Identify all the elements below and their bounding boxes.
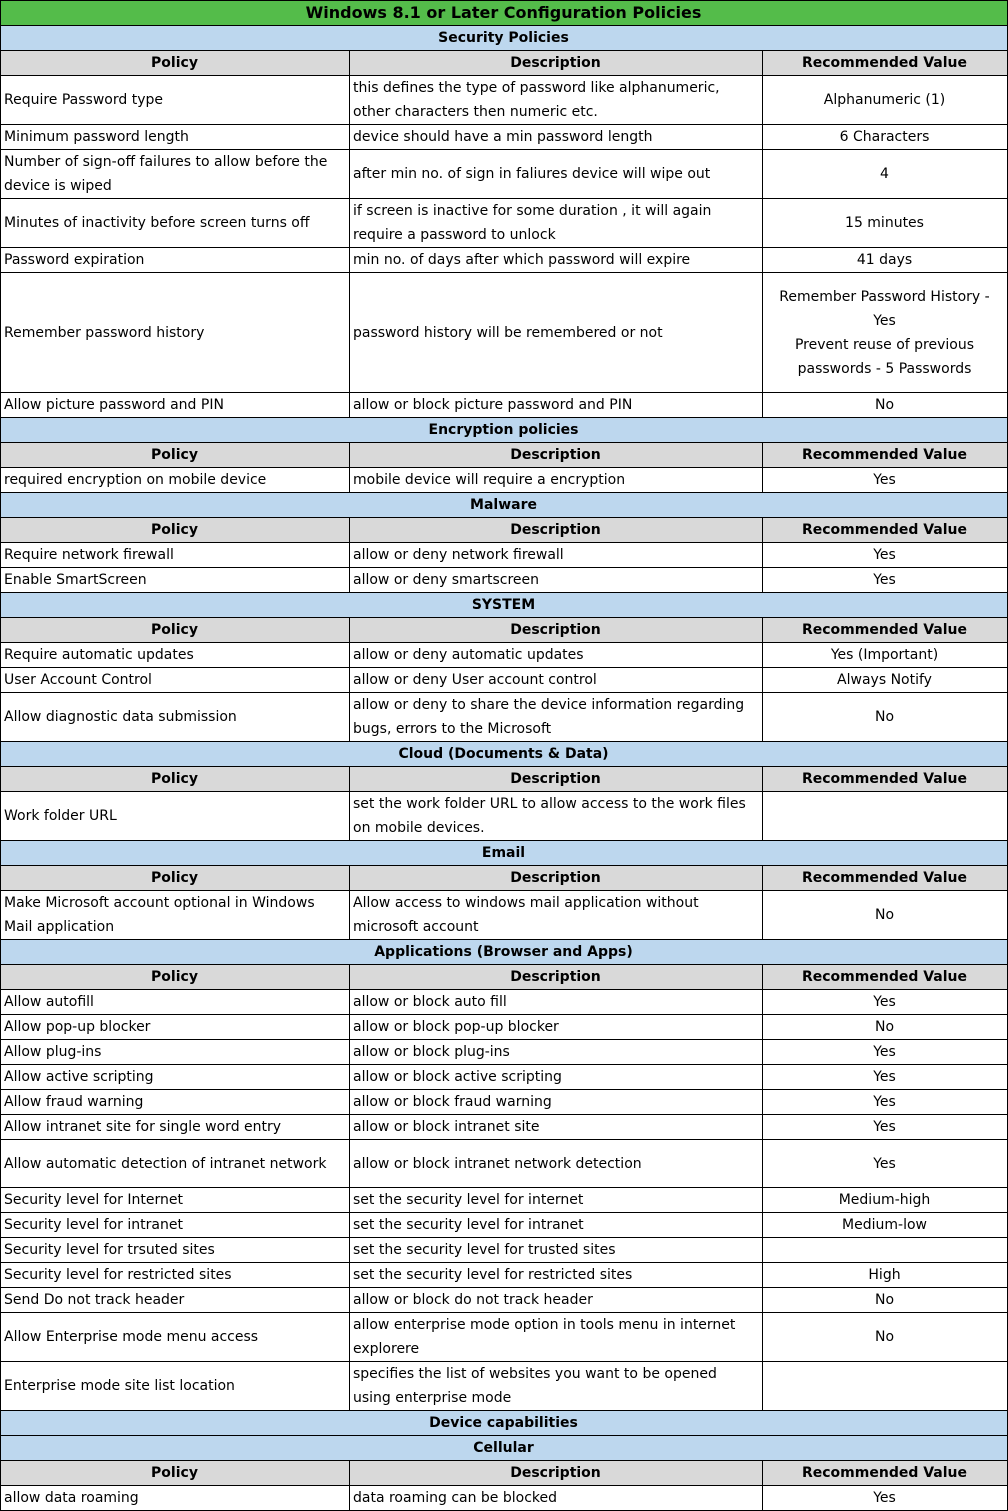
table-row	[1, 273, 1008, 393]
description-cell: set the security level for trusted sites	[350, 1238, 763, 1263]
value-cell	[763, 792, 1008, 841]
policy-cell: Require network firewall	[1, 543, 350, 568]
description-cell: allow or deny network firewall	[350, 543, 763, 568]
description-cell: set the security level for intranet	[350, 1213, 763, 1238]
table-title: Windows 8.1 or Later Configuration Policies	[1, 1, 1008, 26]
value-cell: Yes	[763, 543, 1008, 568]
value-cell: Yes	[763, 1040, 1008, 1065]
value-cell: 6 Characters	[763, 125, 1008, 150]
policy-cell: Require automatic updates	[1, 643, 350, 668]
section-title: SYSTEM	[1, 593, 1008, 618]
value-cell: Yes	[763, 568, 1008, 593]
value-cell: No	[763, 891, 1008, 940]
table-row	[1, 1065, 1008, 1090]
policy-cell: Security level for intranet	[1, 1213, 350, 1238]
recommended-value-column-header: Recommended Value	[763, 443, 1008, 468]
value-cell: Yes	[763, 1140, 1008, 1188]
table-row	[1, 1040, 1008, 1065]
value-cell: Always Notify	[763, 668, 1008, 693]
table-row	[1, 393, 1008, 418]
description-cell: allow or block do not track header	[350, 1288, 763, 1313]
section-title: Applications (Browser and Apps)	[1, 940, 1008, 965]
value-cell: Medium-low	[763, 1213, 1008, 1238]
description-cell: allow or block pop-up blocker	[350, 1015, 763, 1040]
policy-cell: Enable SmartScreen	[1, 568, 350, 593]
policy-cell: Allow automatic detection of intranet network	[1, 1140, 350, 1188]
value-cell	[763, 1362, 1008, 1411]
value-cell: Yes	[763, 1065, 1008, 1090]
policy-cell: Allow pop-up blocker	[1, 1015, 350, 1040]
description-column-header: Description	[350, 518, 763, 543]
table-row	[1, 1090, 1008, 1115]
recommended-value-column-header: Recommended Value	[763, 1461, 1008, 1486]
description-column-header: Description	[350, 1461, 763, 1486]
table-row	[1, 1213, 1008, 1238]
subsection-title: Cellular	[1, 1436, 1008, 1461]
section-title: Cloud (Documents & Data)	[1, 742, 1008, 767]
value-cell: Yes	[763, 990, 1008, 1015]
table-row	[1, 1486, 1008, 1511]
recommended-value-column-header: Recommended Value	[763, 51, 1008, 76]
table-row	[1, 668, 1008, 693]
value-cell: Yes (Important)	[763, 643, 1008, 668]
policy-cell: Send Do not track header	[1, 1288, 350, 1313]
table-row	[1, 1362, 1008, 1411]
recommended-value-column-header: Recommended Value	[763, 965, 1008, 990]
value-cell: No	[763, 1288, 1008, 1313]
section-title: Device capabilities	[1, 1411, 1008, 1436]
table-row	[1, 693, 1008, 742]
description-cell: after min no. of sign in faliures device will wipe out	[350, 150, 763, 199]
policy-cell: Remember password history	[1, 273, 350, 393]
description-column-header: Description	[350, 965, 763, 990]
value-cell	[763, 1238, 1008, 1263]
description-cell: allow or block auto fill	[350, 990, 763, 1015]
table-row	[1, 199, 1008, 248]
table-row	[1, 1263, 1008, 1288]
section-title: Encryption policies	[1, 418, 1008, 443]
policy-cell: Require Password type	[1, 76, 350, 125]
value-cell: Yes	[763, 1486, 1008, 1511]
table-row	[1, 1115, 1008, 1140]
policy-cell: Enterprise mode site list location	[1, 1362, 350, 1411]
description-cell: mobile device will require a encryption	[350, 468, 763, 493]
description-cell: allow or block active scripting	[350, 1065, 763, 1090]
policy-column-header: Policy	[1, 51, 350, 76]
policy-column-header: Policy	[1, 443, 350, 468]
description-cell: allow or block intranet site	[350, 1115, 763, 1140]
policy-cell: Security level for Internet	[1, 1188, 350, 1213]
policy-column-header: Policy	[1, 618, 350, 643]
table-row	[1, 1313, 1008, 1362]
value-cell: No	[763, 693, 1008, 742]
recommended-value-column-header: Recommended Value	[763, 866, 1008, 891]
description-cell: allow or deny smartscreen	[350, 568, 763, 593]
policy-cell: Minutes of inactivity before screen turns off	[1, 199, 350, 248]
value-cell: 41 days	[763, 248, 1008, 273]
recommended-value-column-header: Recommended Value	[763, 767, 1008, 792]
description-cell: set the security level for internet	[350, 1188, 763, 1213]
value-cell: 15 minutes	[763, 199, 1008, 248]
policy-cell: Security level for restricted sites	[1, 1263, 350, 1288]
policy-cell: Allow diagnostic data submission	[1, 693, 350, 742]
value-cell: Medium-high	[763, 1188, 1008, 1213]
table-row	[1, 1015, 1008, 1040]
policy-cell: Work folder URL	[1, 792, 350, 841]
description-cell: allow or block plug-ins	[350, 1040, 763, 1065]
value-cell: High	[763, 1263, 1008, 1288]
policy-cell: Allow fraud warning	[1, 1090, 350, 1115]
table-row	[1, 891, 1008, 940]
policy-cell: Allow plug-ins	[1, 1040, 350, 1065]
value-cell: Yes	[763, 468, 1008, 493]
recommended-value-column-header: Recommended Value	[763, 518, 1008, 543]
description-cell: allow or deny automatic updates	[350, 643, 763, 668]
description-cell: min no. of days after which password will expire	[350, 248, 763, 273]
description-cell: allow enterprise mode option in tools menu in internet explorere	[350, 1313, 763, 1362]
description-column-header: Description	[350, 767, 763, 792]
policy-cell: Allow picture password and PIN	[1, 393, 350, 418]
value-line: Prevent reuse of previous passwords - 5 Passwords	[794, 336, 975, 377]
section-title: Malware	[1, 493, 1008, 518]
table-row	[1, 1238, 1008, 1263]
policy-column-header: Policy	[1, 866, 350, 891]
description-cell: set the work folder URL to allow access to the work files on mobile devices.	[350, 792, 763, 841]
description-cell: device should have a min password length	[350, 125, 763, 150]
policy-cell: Minimum password length	[1, 125, 350, 150]
description-column-header: Description	[350, 866, 763, 891]
policy-cell: Allow active scripting	[1, 1065, 350, 1090]
policy-cell: Password expiration	[1, 248, 350, 273]
table-row	[1, 643, 1008, 668]
table-row	[1, 468, 1008, 493]
description-cell: allow or deny User account control	[350, 668, 763, 693]
policy-cell: Allow Enterprise mode menu access	[1, 1313, 350, 1362]
section-title: Security Policies	[1, 26, 1008, 51]
table-row	[1, 792, 1008, 841]
policy-cell: allow data roaming	[1, 1486, 350, 1511]
table-row	[1, 1140, 1008, 1188]
section-title: Email	[1, 841, 1008, 866]
value-cell: No	[763, 393, 1008, 418]
description-cell: if screen is inactive for some duration , it will again require a password to unlock	[350, 199, 763, 248]
policy-column-header: Policy	[1, 518, 350, 543]
table-row	[1, 990, 1008, 1015]
policy-cell: Number of sign-off failures to allow before the device is wiped	[1, 150, 350, 199]
table-row	[1, 543, 1008, 568]
policy-cell: Security level for trsuted sites	[1, 1238, 350, 1263]
value-line: Remember Password History - Yes	[779, 288, 990, 329]
table-row	[1, 125, 1008, 150]
policy-column-header: Policy	[1, 767, 350, 792]
value-cell: No	[763, 1015, 1008, 1040]
policy-cell: User Account Control	[1, 668, 350, 693]
value-cell: No	[763, 1313, 1008, 1362]
description-cell: data roaming can be blocked	[350, 1486, 763, 1511]
policy-cell: Allow intranet site for single word entry	[1, 1115, 350, 1140]
table-row	[1, 150, 1008, 199]
table-row	[1, 76, 1008, 125]
value-cell: Alphanumeric (1)	[763, 76, 1008, 125]
policy-column-header: Policy	[1, 965, 350, 990]
value-cell	[763, 273, 1008, 393]
description-cell: specifies the list of websites you want to be opened using enterprise mode	[350, 1362, 763, 1411]
recommended-value-column-header: Recommended Value	[763, 618, 1008, 643]
description-cell: set the security level for restricted sites	[350, 1263, 763, 1288]
description-cell: allow or block intranet network detection	[350, 1140, 763, 1188]
description-column-header: Description	[350, 51, 763, 76]
description-cell: allow or block picture password and PIN	[350, 393, 763, 418]
description-cell: this defines the type of password like alphanumeric, other characters then numeric etc.	[350, 76, 763, 125]
policy-column-header: Policy	[1, 1461, 350, 1486]
table-row	[1, 248, 1008, 273]
value-cell: 4	[763, 150, 1008, 199]
policy-cell: Allow autofill	[1, 990, 350, 1015]
policy-cell: Make Microsoft account optional in Windows Mail application	[1, 891, 350, 940]
description-cell: Allow access to windows mail application without microsoft account	[350, 891, 763, 940]
policy-cell: required encryption on mobile device	[1, 468, 350, 493]
table-row	[1, 1188, 1008, 1213]
description-cell: password history will be remembered or not	[350, 273, 763, 393]
description-column-header: Description	[350, 443, 763, 468]
table-row	[1, 568, 1008, 593]
description-column-header: Description	[350, 618, 763, 643]
description-cell: allow or deny to share the device information regarding bugs, errors to the Microsoft	[350, 693, 763, 742]
table-row	[1, 1288, 1008, 1313]
description-cell: allow or block fraud warning	[350, 1090, 763, 1115]
value-cell: Yes	[763, 1115, 1008, 1140]
value-cell: Yes	[763, 1090, 1008, 1115]
